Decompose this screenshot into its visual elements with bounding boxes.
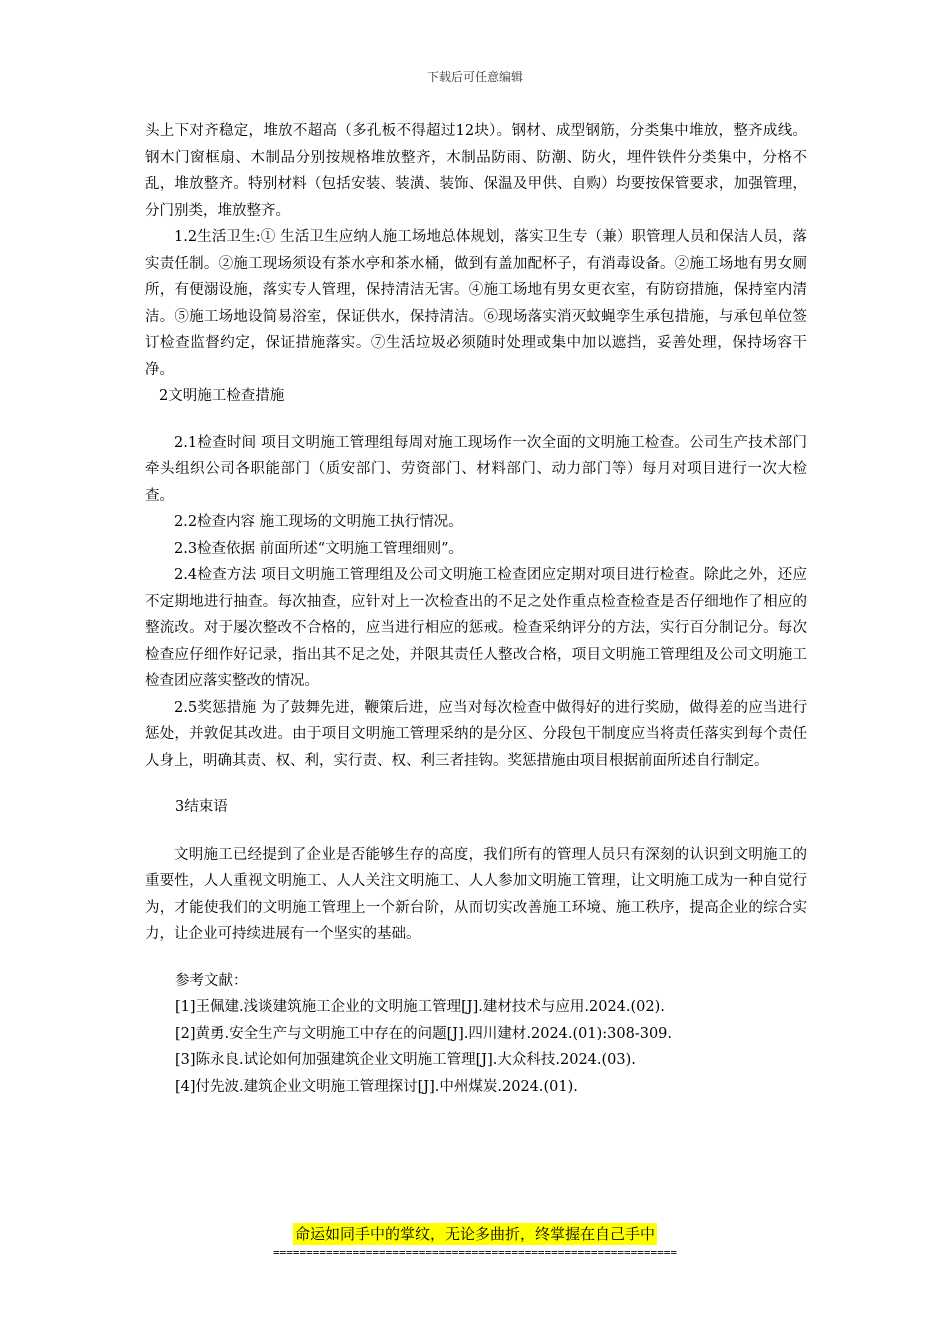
section-heading-inspection: 2文明施工检查措施 [159,388,285,404]
page-footer [0,1223,950,1245]
document-body [145,118,807,1100]
paragraph-conclusion: 文明施工已经提到了企业是否能够生存的高度，我们所有的管理人员只有深刻的认识到文明施工的重要性，人人重视文明施工、人人关注文明施工、人人参加文明施工管理，让文明施工成为一种自觉行为，才能使我们的文明施工管理上一个新台阶，从而切实改善施工环境、施工秩序，提高企业的综合实力，让企业可持续进展有一个坚实的基础。 [145,846,807,942]
section-heading-conclusion: 3结束语 [175,799,228,815]
paragraph-rewards-penalties: 2.5奖惩措施 为了鼓舞先进，鞭策后进，应当对每次检查中做得好的进行奖励，做得差的应当进行惩处，并敦促其改进。由于项目文明施工管理采纳的是分区、分段包干制度应当将责任落实到每个责任人身上，明确其责、权、利，实行责、权、利三者挂钩。奖惩措施由项目根据前面所述自行制定。 [145,699,807,769]
footer-divider: ============================================================= [273,1246,677,1259]
page-header: 下载后可任意编辑 [426,70,523,84]
paragraph-hygiene: 1.2生活卫生:① 生活卫生应纳人施工场地总体规划，落实卫生专（兼）职管理人员和保洁人员，落实责任制。②施工现场须设有茶水亭和茶水桶，做到有盖加配杯子，有消毒设备。②施工场地有男女厕所，有便溺设施，落实专人管理，保持清洁无害。④施工场地有男女更衣室，有防窃措施，保持室内清洁。⑤施工场地设简易浴室，保证供水，保持清洁。⑥现场落实消灭蚊蝇孪生承包措施，与承包单位签订检查监督约定，保证措施落实。⑦生活垃圾必须随时处理或集中加以遮挡，妥善处理，保持场容干净。 [145,229,807,378]
reference-item: [3]陈永良.试论如何加强建筑企业文明施工管理[J].大众科技.2024.(03). [175,1052,636,1068]
footer-motto: 命运如同手中的掌纹，无论多曲折，终掌握在自己手中 [294,1225,655,1243]
reference-item: [2]黄勇.安全生产与文明施工中存在的问题[J].四川建材.2024.(01):308-309. [175,1025,673,1042]
paragraph-inspection-basis: 2.3检查依据 前面所述“文明施工管理细则”。 [174,540,463,557]
paragraph-storage: 头上下对齐稳定，堆放不超高（多孔板不得超过12块）。钢材、成型钢筋，分类集中堆放，整齐成线。钢木门窗框扇、木制品分别按规格堆放整齐，木制品防雨、防潮、防火，埋件铁件分类集中，分格不乱，堆放整齐。特别材料（包括安装、装潢、装饰、保温及甲供、自购）均要按保管要求，加强管理，分门别类，堆放整齐。 [145,123,807,219]
paragraph-inspection-method: 2.4检查方法 项目文明施工管理组及公司文明施工检查团应定期对项目进行检查。除此之外，还应不定期地进行抽查。每次抽查，应针对上一次检查出的不足之处作重点检查检查是否仔细地作了相应的整流改。对于屡次整改不合格的，应当进行相应的惩戒。检查采纳评分的方法，实行百分制记分。每次检查应仔细作好记录，指出其不足之处，并限其责任人整改合格，项目文明施工管理组及公司文明施工检查团应落实整改的情况。 [145,567,807,689]
reference-item: [4]付先波.建筑企业文明施工管理探讨[J].中州煤炭.2024.(01). [175,1078,578,1095]
paragraph-inspection-time: 2.1检查时间 项目文明施工管理组每周对施工现场作一次全面的文明施工检查。公司生产技术部门牵头组织公司各职能部门（质安部门、劳资部门、材料部门、动力部门等）每月对项目进行一次大检查。 [145,434,807,504]
reference-item: [1]王佩建.浅谈建筑施工企业的文明施工管理[J].建材技术与应用.2024.(02). [175,999,665,1015]
paragraph-inspection-content: 2.2检查内容 施工现场的文明施工执行情况。 [174,514,463,530]
references-heading: 参考文献： [175,972,248,989]
